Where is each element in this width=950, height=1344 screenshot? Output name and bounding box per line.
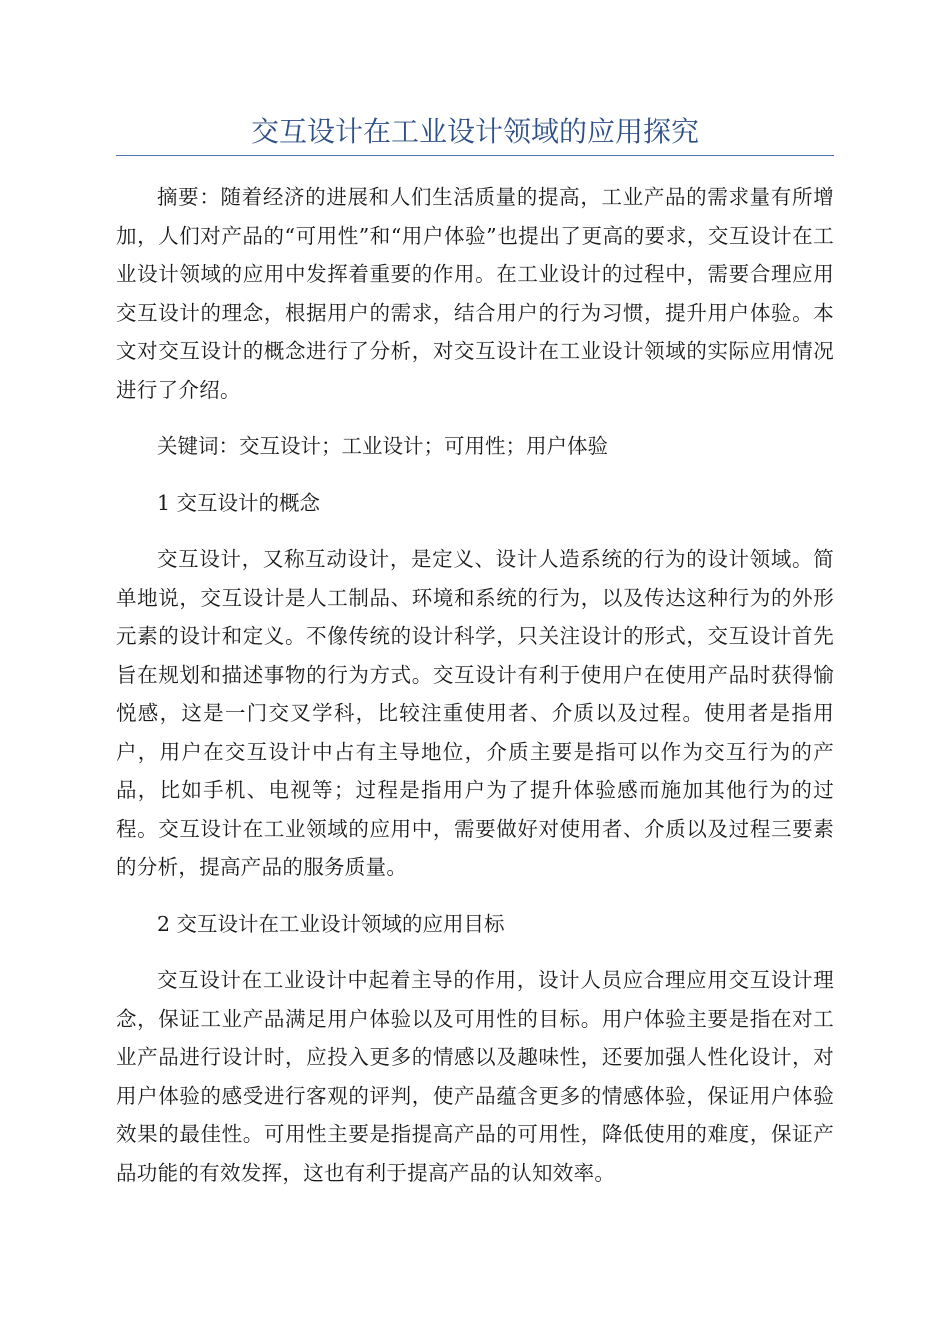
section-1-heading: 1 交互设计的概念 <box>157 490 321 515</box>
keywords-line: 关键词：交互设计；工业设计；可用性；用户体验 <box>157 434 608 458</box>
title-underline <box>116 155 834 156</box>
section-1-paragraph: 交互设计，又称互动设计，是定义、设计人造系统的行为的设计领域。简单地说，交互设计是人工制品、环境和系统的行为，以及传达这种行为的外形元素的设计和定义。不像传统的设计科学，只关注设计的形式，交互设计首先旨在规划和描述事物的行为方式。交互设计有利于使用户在使用产品时获得愉悦感，这是一门交叉学科，比较注重使用者、介质以及过程。使用者是指用户，用户在交互设计中占有主导地位，介质主要是指可以作为交互行为的产品，比如手机、电视等；过程是指用户为了提升体验感而施加其他行为的过程。交互设计在工业领域的应用中，需要做好对使用者、介质以及过程三要素的分析，提高产品的服务质量。 <box>116 547 834 879</box>
section-2-heading: 2 交互设计在工业设计领域的应用目标 <box>157 911 505 936</box>
document-title: 交互设计在工业设计领域的应用探究 <box>250 115 699 148</box>
document-body <box>116 178 834 1210</box>
section-2-paragraph: 交互设计在工业设计中起着主导的作用，设计人员应合理应用交互设计理念，保证工业产品满足用户体验以及可用性的目标。用户体验主要是指在对工业产品进行设计时，应投入更多的情感以及趣味性，还要加强人性化设计，对用户体验的感受进行客观的评判，使产品蕴含更多的情感体验，保证用户体验效果的最佳性。可用性主要是指提高产品的可用性，降低使用的难度，保证产品功能的有效发挥，这也有利于提高产品的认知效率。 <box>116 968 834 1185</box>
abstract-paragraph: 摘要：随着经济的进展和人们生活质量的提高，工业产品的需求量有所增加，人们对产品的“可用性”和“用户体验”也提出了更高的要求，交互设计在工业设计领域的应用中发挥着重要的作用。在工业设计的过程中，需要合理应用交互设计的理念，根据用户的需求，结合用户的行为习惯，提升用户体验。本文对交互设计的概念进行了分析，对交互设计在工业设计领域的实际应用情况进行了介绍。 <box>116 185 834 402</box>
